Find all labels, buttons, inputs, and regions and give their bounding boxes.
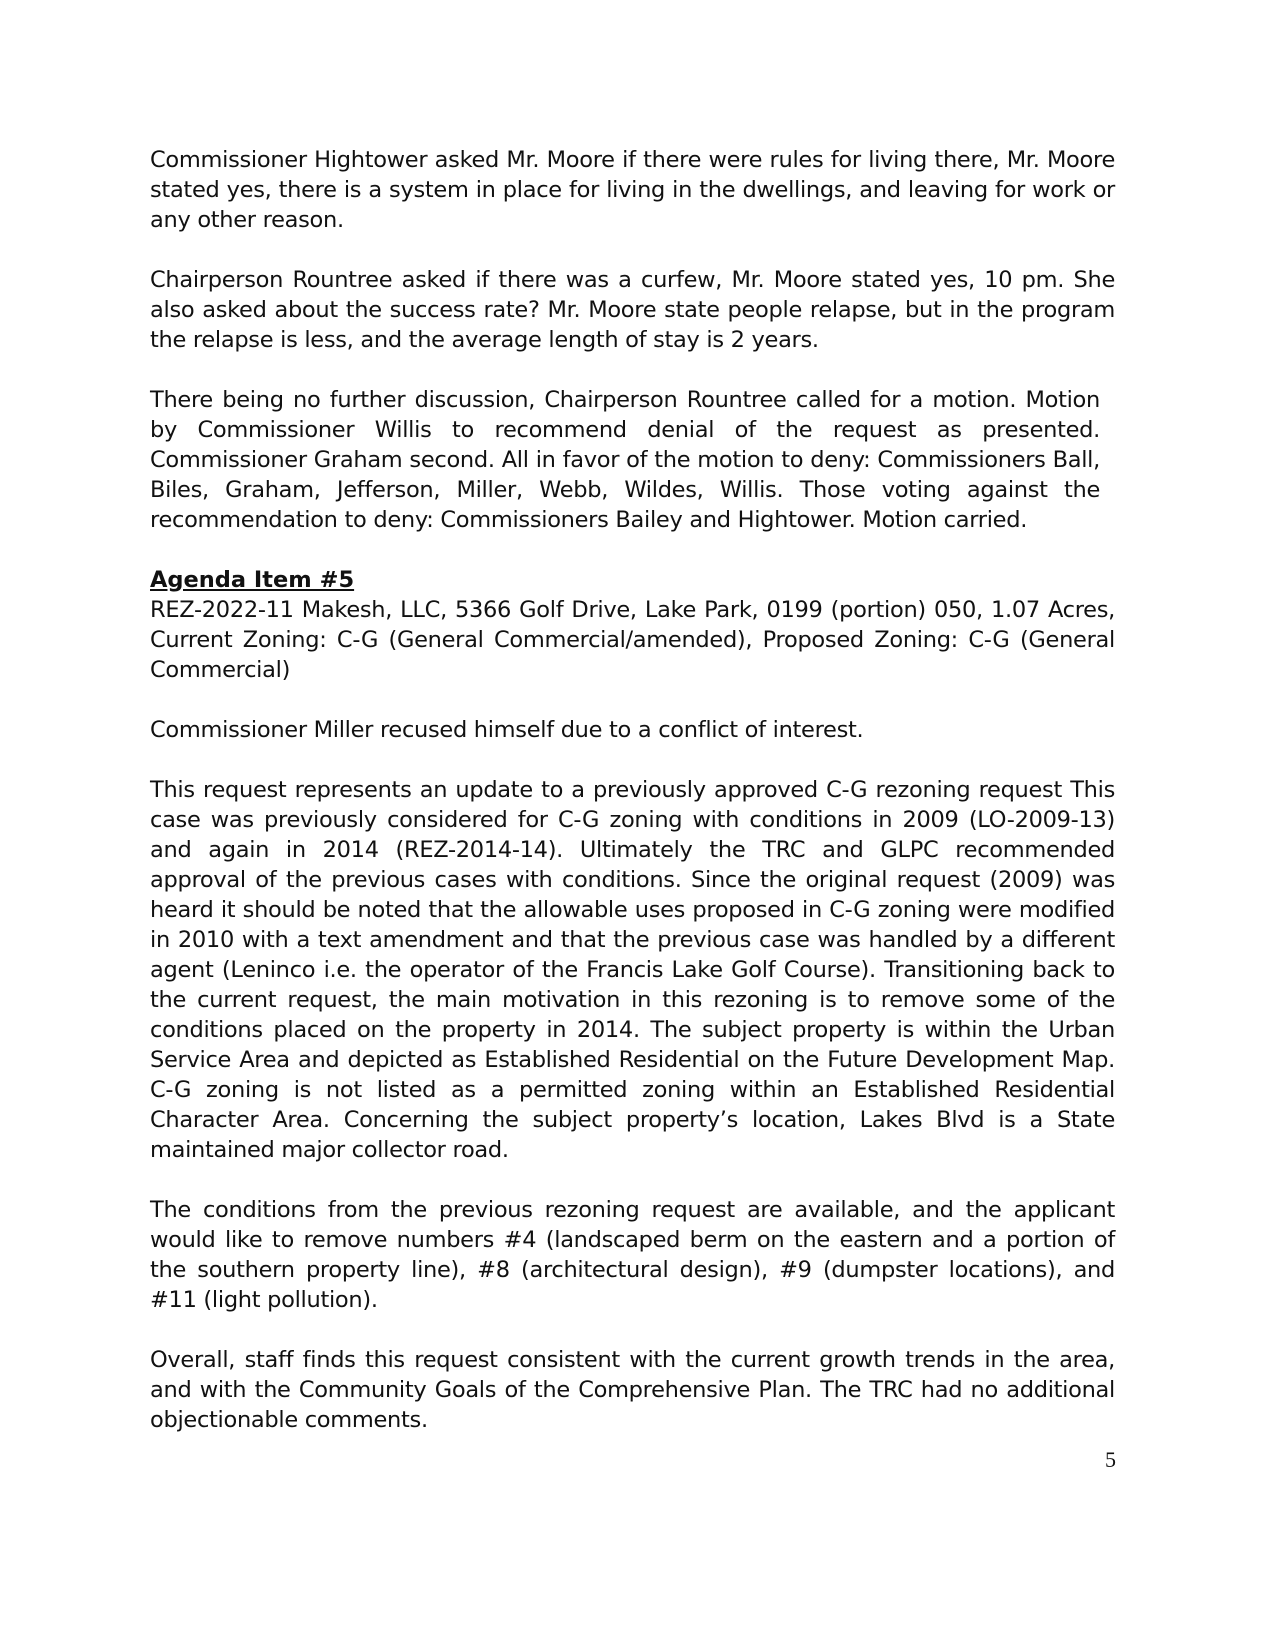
staff-report-paragraph: This request represents an update to a previously approved C-G rezoning request This case was previously considered for C-G zoning with conditions in 2009 (LO-2009-13) and again in 2014 (REZ-2014-14). Ultimately the TRC and GLPC recommended approval of the previous cases with conditions. Since the original request (2009) was heard it should be noted that the allowable uses proposed in C-G zoning were modified in 2010 with a text amendment and that the previous case was handled by a different agent (Leninco i.e. the operator of the Francis Lake Golf Course). Transitioning back to the current request, the main motivation in this rezoning is to remove some of the conditions placed on the property in 2014. The subject property is within the Urban Service Area and depicted as Established Residential on the Future Development Map. C-G zoning is not listed as a permitted zoning within an Established Residential Character Area. Concerning the subject property’s location, Lakes Blvd is a State maintained major collector road.: [150, 777, 1115, 1163]
recusal-statement: Commissioner Miller recused himself due to a conflict of interest.: [150, 717, 864, 743]
page-number: 5: [1105, 1447, 1116, 1472]
staff-findings-paragraph: Overall, staff finds this request consistent with the current growth trends in the area, and with the Community Goals of the Comprehensive Plan. The TRC had no additional objectionable comments.: [150, 1347, 1115, 1433]
conditions-paragraph: The conditions from the previous rezoning request are available, and the applicant would like to remove numbers #4 (landscaped berm on the eastern and a portion of the southern property line), #8 (architectural design), #9 (dumpster locations), and #11 (light pollution).: [150, 1197, 1115, 1313]
page-content: [150, 145, 1115, 1465]
paragraph-motion-vote: There being no further discussion, Chairperson Rountree called for a motion. Motion by Commissioner Willis to recommend denial of the request as presented. Commissioner Graham second. All in favor of the motion to deny: Commissioners Ball, Biles, Graham, Jefferson, Miller, Webb, Wildes, Willis. Those voting against the recommendation to deny: Commissioners Bailey and Hightower. Motion carried.: [150, 387, 1100, 533]
agenda-item-heading: Agenda Item #5: [150, 567, 355, 593]
paragraph-hightower-question: Commissioner Hightower asked Mr. Moore if there were rules for living there, Mr. Moore stated yes, there is a system in place for living in the dwellings, and leaving for work or any other reason.: [150, 147, 1115, 233]
paragraph-curfew-question: Chairperson Rountree asked if there was a curfew, Mr. Moore stated yes, 10 pm. She also asked about the success rate? Mr. Moore state people relapse, but in the program the relapse is less, and the average length of stay is 2 years.: [150, 267, 1115, 353]
agenda-item-case-description: REZ-2022-11 Makesh, LLC, 5366 Golf Drive, Lake Park, 0199 (portion) 050, 1.07 Acres, Current Zoning: C-G (General Commercial/amended), Proposed Zoning: C-G (General Commercial): [150, 597, 1115, 683]
